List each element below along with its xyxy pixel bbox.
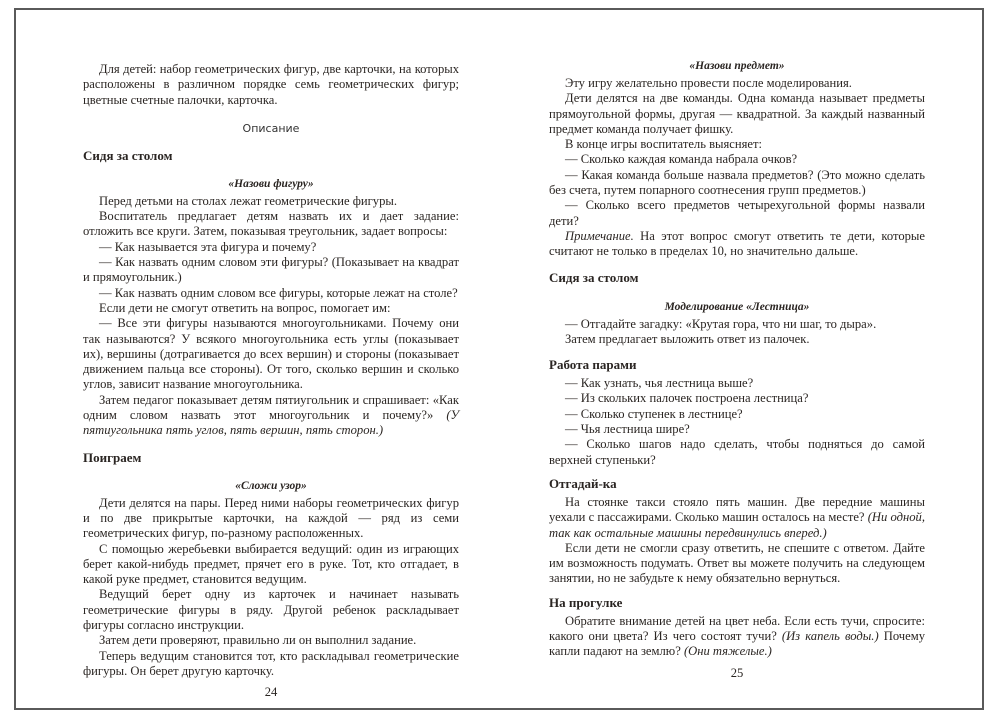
paragraph: — Чья лестница шире? bbox=[565, 422, 690, 437]
answer-italic: (У пятиугольника пять углов, пять вершин, пять сторон.) bbox=[83, 408, 459, 438]
paragraph: Перед детьми на столах лежат геометрические фигуры. bbox=[99, 193, 398, 208]
paragraph: Затем дети проверяют, правильно ли он выполнил задание. bbox=[99, 633, 417, 648]
section3 bbox=[549, 270, 925, 286]
answer-italic: (Они тяжелые.) bbox=[683, 644, 772, 659]
paragraph: Воспитатель предлагает детям назвать их и дает задание: отложить все круги. Затем, показывая треугольник, задает вопросы: bbox=[83, 209, 459, 239]
section4 bbox=[549, 357, 925, 468]
paragraph-text: Затем педагог показывает детям пятиугольник и спрашивает: «Как одним словом назвать этот многоугольник и почему?» bbox=[83, 392, 459, 423]
description-heading: Описание bbox=[242, 121, 300, 135]
paragraph: Если дети не смогут ответить на вопрос, помогает им: bbox=[99, 300, 391, 315]
paragraph: Теперь ведущим становится тот, кто раскладывал геометрические фигуры. Он берет другую карточку. bbox=[83, 648, 459, 678]
paragraph: Эту игру желательно провести после моделирования. bbox=[565, 76, 852, 90]
paragraph: — Как назвать одним словом все фигуры, которые лежат на столе? bbox=[99, 285, 458, 300]
paragraph: Если дети не смогли сразу ответить, не спешите с ответом. Дайте им возможность подумать. Ответ вы можете получить на следующем занятии, но не забудьте к нему обязательно вернуться. bbox=[549, 540, 925, 586]
description-heading-wrap bbox=[83, 121, 459, 136]
materials-section bbox=[83, 62, 459, 108]
paragraph: — Сколько каждая команда набрала очков? bbox=[565, 152, 798, 167]
paragraph: — Как называется эта фигура и почему? bbox=[99, 239, 317, 254]
page-number: 24 bbox=[264, 685, 278, 700]
game1 bbox=[83, 177, 459, 439]
paragraph: — Сколько всего предметов четырехугольной формы назвали дети? bbox=[549, 198, 925, 228]
paragraph: — Все эти фигуры называются многоугольниками. Почему они так называются? У всякого многоугольника есть углы (показывает их), вершины (дотрагивается до всех вершин) и стороны (показывает движением пальца все стороны). От того, сколько вершин и сколько углов, зависит название многоугольника. bbox=[83, 316, 459, 392]
section2 bbox=[83, 450, 459, 466]
game-title: «Назови предмет» bbox=[689, 60, 785, 72]
paragraph-text: Почему капли падают на землю? bbox=[549, 629, 925, 659]
paragraph: — Как назвать одним словом эти фигуры? (Показывает на квадрат и прямоугольник.) bbox=[83, 255, 459, 285]
paragraph: С помощью жеребьевки выбирается ведущий: один из играющих берет какой-нибудь предмет, прячет его в руке. Тот, кто отгадает, в какой руке предмет, становится ведущим. bbox=[83, 541, 459, 587]
note-label: Примечание. bbox=[565, 228, 634, 243]
paragraph: — Из скольких палочек построена лестница? bbox=[565, 391, 809, 406]
paragraph-text: На стоянке такси стояло пять машин. Две передние машины уехали с пассажирами. Сколько машин осталось на месте? bbox=[549, 494, 925, 525]
paragraph: — Сколько ступенек в лестнице? bbox=[565, 406, 743, 421]
paragraph: Дети делятся на две команды. Одна команда называет предметы прямоугольной формы, другая — квадратной. За каждый названный предмет команда получает фишку. bbox=[549, 91, 925, 136]
section-heading: Сидя за столом bbox=[83, 147, 173, 163]
game4 bbox=[549, 300, 925, 348]
answer-italic: (Из капель воды.) bbox=[781, 629, 879, 644]
right-page bbox=[549, 59, 925, 681]
left-page bbox=[83, 62, 459, 700]
section5 bbox=[549, 476, 925, 587]
game-title: «Назови фигуру» bbox=[228, 177, 314, 190]
section-heading: Работа парами bbox=[549, 357, 637, 373]
note-paragraph bbox=[549, 229, 925, 260]
paragraph: — Какая команда больше назвала предметов? (Это можно сделать без счета, путем попарного соотнесения групп предметов.) bbox=[549, 167, 925, 198]
paragraph: Дети делятся на пары. Перед ними наборы геометрических фигур и по две прикрытые карточки, на каждой — ряд из семи геометрических фигур, по-разному расположенных. bbox=[83, 495, 459, 541]
game3 bbox=[549, 59, 925, 260]
paragraph: В конце игры воспитатель выясняет: bbox=[565, 137, 762, 152]
paragraph bbox=[549, 495, 925, 541]
section-heading: Поиграем bbox=[83, 449, 142, 465]
section1 bbox=[83, 148, 459, 164]
game2 bbox=[83, 479, 459, 680]
paragraph: Затем предлагает выложить ответ из палочек. bbox=[565, 331, 810, 346]
answer-italic: (Ни одной, так как остальные машины передвинулись вперед.) bbox=[549, 510, 925, 540]
section-heading: На прогулке bbox=[549, 594, 623, 610]
paragraph: Ведущий берет одну из карточек и начинает называть геометрические фигуры в ряду. Другой ребенок раскладывает фигуры согласно инструкции. bbox=[83, 587, 459, 633]
page-number: 25 bbox=[730, 665, 744, 680]
paragraph bbox=[83, 393, 459, 439]
paragraph: — Сколько шагов надо сделать, чтобы подняться до самой верхней ступеньки? bbox=[549, 437, 925, 467]
paragraph bbox=[549, 614, 925, 660]
section-heading: Сидя за столом bbox=[549, 269, 639, 285]
note-text: На этот вопрос смогут ответить те дети, которые считают не только в пределах 10, но значительно дальше. bbox=[549, 228, 925, 259]
section-heading: Отгадай-ка bbox=[549, 475, 617, 491]
paragraph-text: Обратите внимание детей на цвет неба. Если есть тучи, спросите: какого они цвета? Из чего состоят тучи? bbox=[549, 613, 925, 644]
section6 bbox=[549, 595, 925, 660]
paragraph: — Как узнать, чья лестница выше? bbox=[565, 376, 754, 391]
paragraph: — Отгадайте загадку: «Крутая гора, что ни шаг, то дыра». bbox=[565, 316, 877, 331]
game-title: Моделирование «Лестница» bbox=[664, 300, 810, 313]
materials-paragraph: Для детей: набор геометрических фигур, две карточки, на которых расположены в различном порядке семь геометрических фигур; цветные счетные палочки, карточка. bbox=[83, 62, 459, 107]
game-title: «Сложи узор» bbox=[235, 479, 307, 492]
